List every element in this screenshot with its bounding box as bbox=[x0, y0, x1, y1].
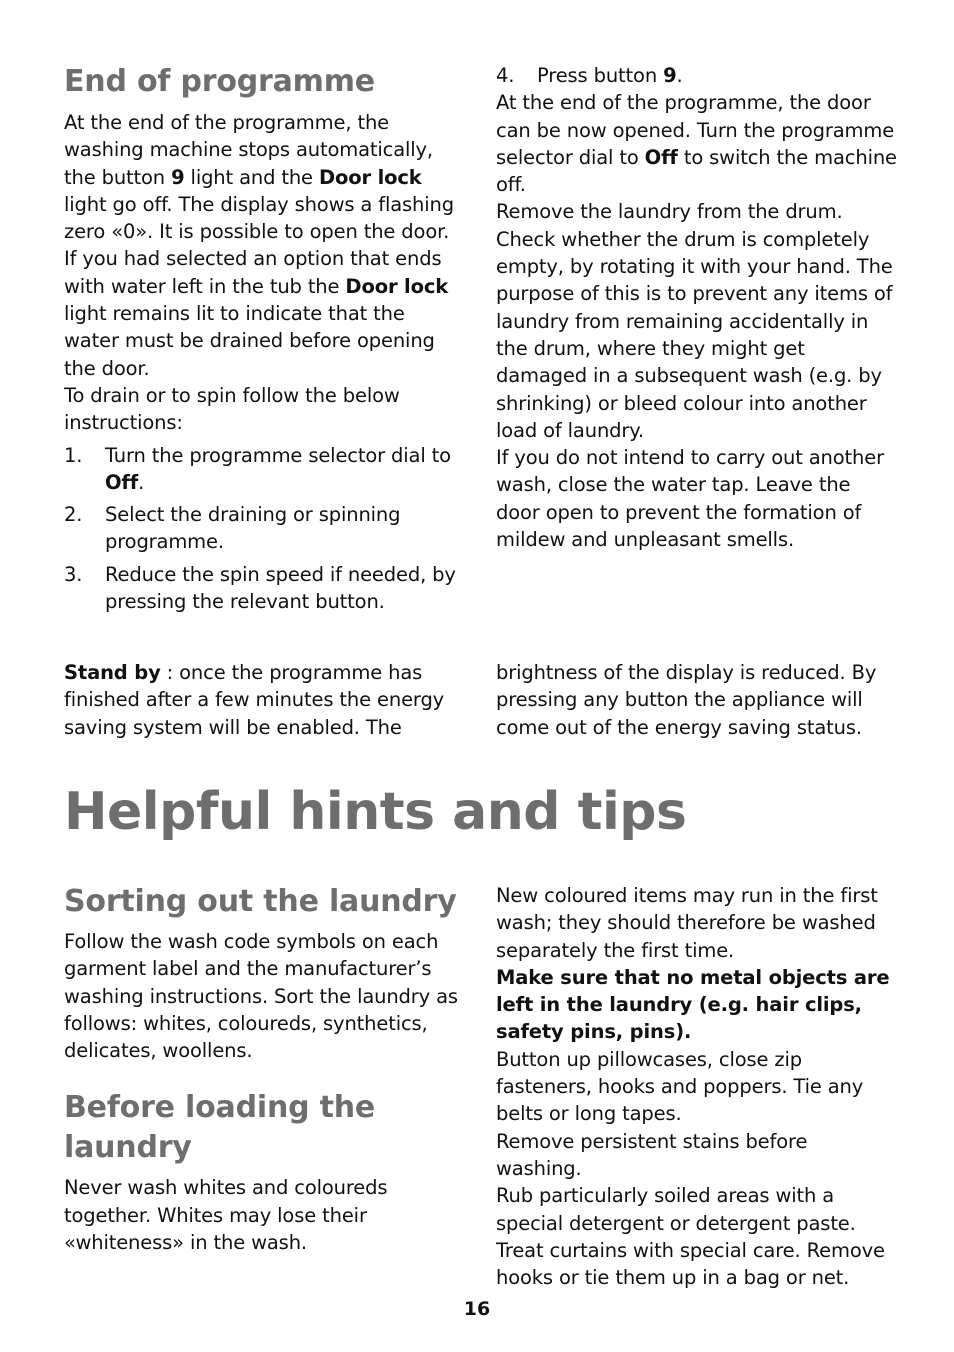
hints-left-column bbox=[64, 882, 464, 1256]
page-title: Helpful hints and tips bbox=[64, 782, 687, 842]
hints-paragraph-metal-objects: Make sure that no metal objects are left in the laundry (e.g. hair clips, safety pins, pins). bbox=[496, 965, 890, 1044]
standby-paragraph-end: brightness of the display is reduced. By pressing any button the appliance will come out of the energy saving status. bbox=[496, 661, 877, 739]
list-item: 1. Turn the programme selector dial to Off. bbox=[64, 443, 451, 494]
hints-paragraph-curtains: Treat curtains with special care. Remove hooks or tie them up in a bag or net. bbox=[496, 1238, 885, 1290]
hints-paragraph-stains: Remove persistent stains before washing. bbox=[496, 1129, 808, 1180]
end-of-programme-right-column bbox=[496, 62, 898, 553]
section-title-sorting: Sorting out the laundry bbox=[64, 884, 457, 919]
standby-paragraph-start: Stand by : once the programme has finished after a few minutes the energy saving system will be enabled. The bbox=[64, 661, 445, 739]
section-title-before-loading: Before loading the laundry bbox=[64, 1090, 376, 1166]
end-right-paragraph-2: Remove the laundry from the drum. Check whether the drum is completely empty, by rotating it with your hand. The purpose of this is to prevent any items of laundry from remaining accidentally in the drum, where they might get damaged in a subsequent wash (e.g. by shrinking) or bleed colour into another load of laundry. bbox=[496, 200, 893, 442]
drain-steps-list-continued bbox=[496, 62, 898, 89]
end-right-paragraph-3: If you do not intend to carry out another wash, close the water tap. Leave the door open to prevent the formation of mildew and unpleasant smells. bbox=[496, 446, 884, 552]
page-number: 16 bbox=[463, 1298, 491, 1320]
standby-right bbox=[496, 659, 898, 741]
sorting-paragraph: Follow the wash code symbols on each garment label and the manufacturer’s washing instructions. Sort the laundry as follows: whites, coloureds, synthetics, delicates, woollens. bbox=[64, 930, 458, 1063]
hints-paragraph-new-coloured: New coloured items may run in the first wash; they should therefore be washed separately the first time. bbox=[496, 884, 878, 962]
hints-paragraph-soiled-areas: Rub particularly soiled areas with a special detergent or detergent paste. bbox=[496, 1184, 856, 1235]
standby-left bbox=[64, 659, 464, 741]
section-title-end-of-programme: End of programme bbox=[64, 64, 375, 99]
end-right-paragraph-1: At the end of the programme, the door can be now opened. Turn the programme selector dial to Off to switch the machine off. bbox=[496, 91, 897, 197]
hints-paragraph-button-up: Button up pillowcases, close zip fasteners, hooks and poppers. Tie any belts or long tapes. bbox=[496, 1047, 864, 1126]
list-item: 4. Press button 9. bbox=[496, 64, 683, 87]
end-paragraph-2: If you had selected an option that ends with water left in the tub the Door lock light remains lit to indicate that the water must be drained before opening the door. bbox=[64, 247, 449, 380]
drain-steps-list bbox=[64, 442, 464, 616]
before-loading-paragraph: Never wash whites and coloureds together. Whites may lose their «whiteness» in the wash. bbox=[64, 1176, 388, 1255]
end-of-programme-left-column bbox=[64, 62, 464, 615]
end-paragraph-3: To drain or to spin follow the below instructions: bbox=[64, 383, 400, 435]
end-paragraph-1: At the end of the programme, the washing machine stops automatically, the button 9 light and the Door lock light go off. The display shows a flashing zero «0». It is possible to open the door. bbox=[64, 111, 454, 244]
list-item: 2. Select the draining or spinning programme. bbox=[64, 503, 401, 554]
standby-label: Stand by bbox=[64, 661, 161, 684]
hints-right-column bbox=[496, 882, 898, 1291]
list-item: 3. Reduce the spin speed if needed, by pressing the relevant button. bbox=[64, 562, 456, 614]
